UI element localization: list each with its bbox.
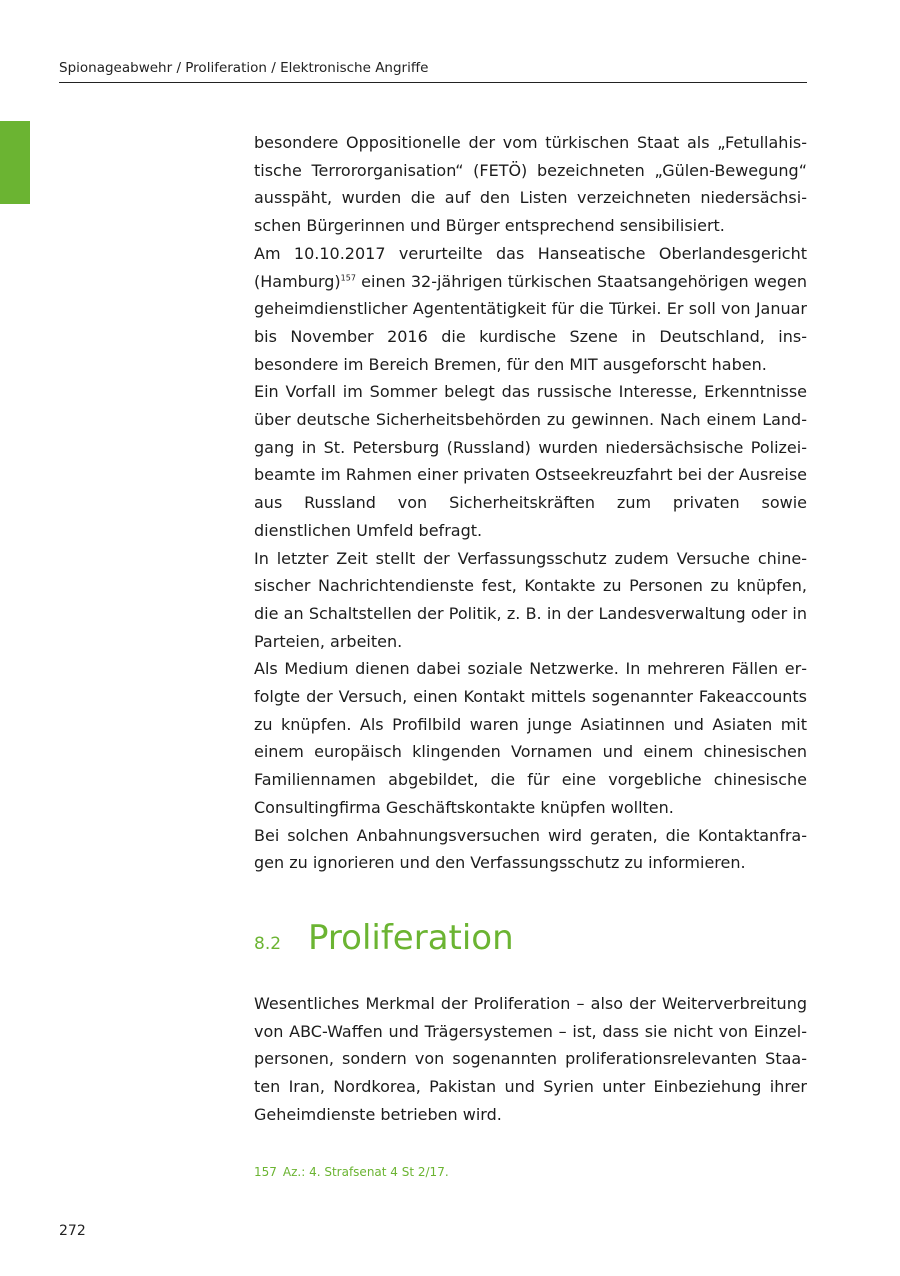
section-heading (254, 918, 514, 978)
paragraph-text: einen 32-jährigen türkischen Staatsangehörigen wegen geheimdienstlicher Agententätigkeit für die Türkei. Er soll von Januar bis November 2016 die kurdische Szene in Deutschland, insbesondere im Bereich Bremen, für den MIT ausgeforscht haben. (254, 271, 807, 374)
section-number: 8.2 (254, 934, 282, 954)
footnote-reference: 157 (340, 273, 356, 283)
paragraph: In letzter Zeit stellt der Verfassungsschutz zudem Versuche chinesischer Nachrichtendienste fest, Kontakte zu Personen zu knüpfen, die an Schaltstellen der Politik, z. B. in der Landesverwaltung oder in Parteien, arbeiten. (254, 548, 807, 651)
paragraph: besondere Oppositionelle der vom türkischen Staat als „Fetullahistische Terrororganisation“ (FETÖ) bezeichneten „Gülen-Bewegung“ ausspäht, wurden die auf den Listen verzeichneten niedersächsischen Bürgerinnen und Bürger entsprechend sensibilisiert. (254, 133, 807, 236)
paragraph: Bei solchen Anbahnungsversuchen wird geraten, die Kontaktanfragen zu ignorieren und den Verfassungsschutz zu informieren. (254, 825, 807, 873)
chapter-marker-tab (0, 121, 30, 204)
footnote (254, 1165, 449, 1179)
main-text (254, 129, 807, 877)
paragraph: Als Medium dienen dabei soziale Netzwerke. In mehreren Fällen erfolgte der Versuch, einen Kontakt mittels sogenannter Fakeaccounts zu knüpfen. Als Profilbild waren junge Asiatinnen und Asiaten mit einem europäisch klingenden Vornamen und einem chinesischen Familiennamen abgebildet, die für eine vorgebliche chinesische Consultingfirma Geschäftskontakte knüpfen wollten. (254, 659, 807, 817)
footnote-number: 157 (254, 1165, 277, 1179)
paragraph-text: Am 10.10.2017 verurteilte das Hanseatische Oberlandesgericht (Hamburg) (254, 243, 807, 291)
paragraph (254, 240, 807, 379)
page-number: 272 (59, 1223, 86, 1239)
paragraph: Wesentliches Merkmal der Proliferation – also der Weiterverbreitung von ABC-Waffen und Trägersystemen – ist, dass sie nicht von Einzelpersonen, sondern von sogenannten proliferationsrelevanten Staaten Iran, Nordkorea, Pakistan und Syrien unter Einbeziehung ihrer Geheimdienste betrieben wird. (254, 994, 807, 1124)
section-text (254, 990, 807, 1129)
running-header: Spionageabwehr / Proliferation / Elektronische Angriffe (59, 58, 807, 83)
paragraph: Ein Vorfall im Sommer belegt das russische Interesse, Erkenntnisse über deutsche Sicherheitsbehörden zu gewinnen. Nach einem Landgang in St. Petersburg (Russland) wurden niedersächsische Polizeibeamte im Rahmen einer privaten Ostseekreuzfahrt bei der Ausreise aus Russland von Sicherheitskräften zum privaten sowie dienstlichen Umfeld befragt. (254, 382, 807, 540)
section-title: Proliferation (308, 918, 514, 958)
footnote-text: Az.: 4. Strafsenat 4 St 2/17. (282, 1165, 449, 1179)
